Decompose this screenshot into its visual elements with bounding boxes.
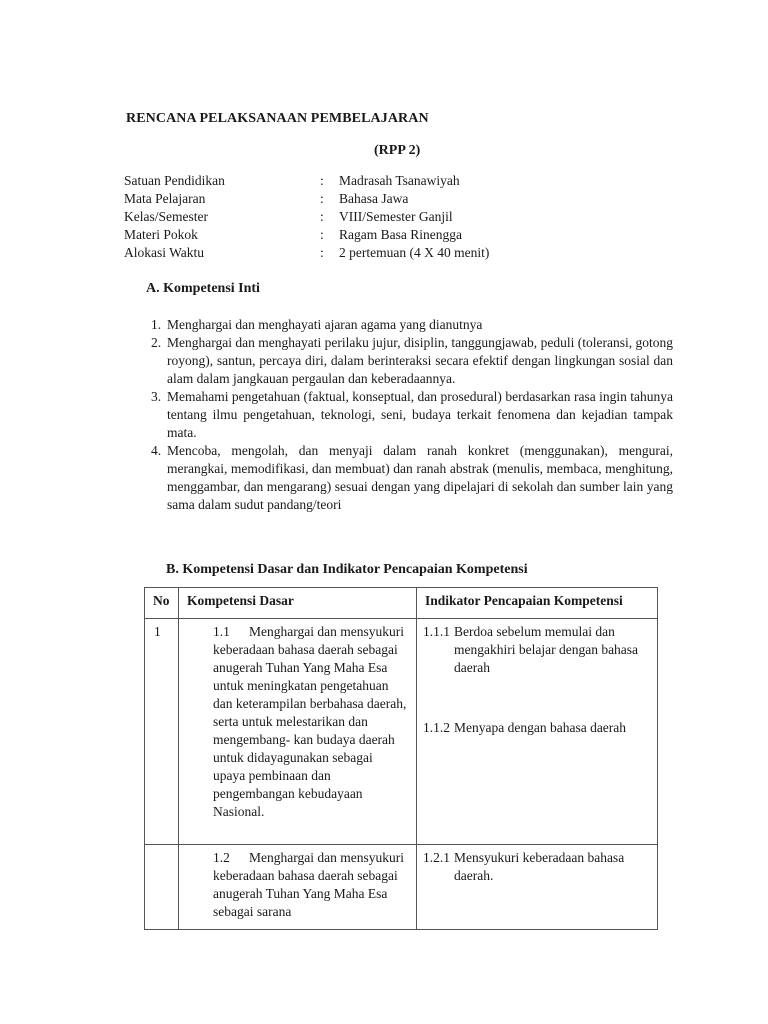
- list-item: [151, 442, 673, 514]
- info-colon: :: [320, 191, 324, 206]
- indicator-number: 1.1.2: [423, 720, 450, 735]
- column-header-indikator: Indikator Pencapaian Kompetensi: [417, 588, 658, 619]
- list-item-text: Menghargai dan menghayati ajaran agama yang dianutnya: [167, 317, 483, 332]
- info-value: Madrasah Tsanawiyah: [339, 173, 460, 188]
- info-value: Ragam Basa Rinengga: [339, 227, 462, 242]
- list-item-number: 4.: [151, 443, 162, 458]
- kd-number: 1.2: [213, 850, 230, 865]
- info-label: Materi Pokok: [124, 227, 198, 242]
- list-item-number: 2.: [151, 335, 162, 350]
- info-row-mapel: [124, 190, 489, 208]
- indicator-text: Berdoa sebelum memulai dan mengakhiri belajar dengan bahasa daerah: [454, 624, 639, 675]
- competency-table: [144, 587, 658, 930]
- kompetensi-dasar-cell: [179, 619, 417, 845]
- info-colon: :: [320, 245, 324, 260]
- indicator-number: 1.1.1: [423, 624, 450, 639]
- info-label: Alokasi Waktu: [124, 245, 205, 260]
- list-item-text: Menghargai dan menghayati perilaku jujur, disiplin, tanggungjawab, peduli (toleransi, gotong royong), santun, percaya diri, dalam berinteraksi secara efektif dengan lingkungan sosial dan alam dalam jangkauan pergaulan dan keberadaannya.: [167, 335, 673, 386]
- info-row-satuan: [124, 172, 489, 190]
- info-row-materi: [124, 226, 489, 244]
- indikator-cell: [417, 845, 658, 930]
- table-row: [145, 845, 658, 930]
- column-header-no: No: [145, 588, 179, 619]
- list-item-number: 3.: [151, 389, 162, 404]
- list-item: [151, 334, 673, 388]
- section-a-heading: A. Kompetensi Inti: [146, 281, 260, 296]
- table-header-row: [145, 588, 658, 619]
- info-value: 2 pertemuan (4 X 40 menit): [339, 245, 490, 260]
- info-value: Bahasa Jawa: [339, 191, 409, 206]
- kompetensi-inti-list: [151, 316, 673, 514]
- info-row-alokasi: [124, 244, 489, 262]
- list-item: [151, 388, 673, 442]
- info-row-kelas: [124, 208, 489, 226]
- identity-block: [124, 172, 489, 262]
- list-item: [151, 316, 673, 334]
- indicator-text: Menyapa dengan bahasa daerah: [454, 720, 627, 735]
- list-item-text: Memahami pengetahuan (faktual, konseptual, dan prosedural) berdasarkan rasa ingin tahunya tentang ilmu pengetahuan, teknologi, seni, budaya terkait fenomena dan kejadian tampak mata.: [167, 389, 673, 440]
- info-colon: :: [320, 173, 324, 188]
- kd-text: Menghargai dan mensyukuri keberadaan bahasa daerah sebagai anugerah Tuhan Yang Maha Esa sebagai sarana: [213, 850, 404, 919]
- row-number: 1: [145, 619, 179, 845]
- indicator-item: [417, 845, 657, 885]
- kd-paragraph: [179, 845, 416, 929]
- indicator-item: [417, 619, 657, 677]
- column-header-kompetensi-dasar: Kompetensi Dasar: [179, 588, 417, 619]
- kompetensi-dasar-cell: [179, 845, 417, 930]
- info-label: Satuan Pendidikan: [124, 173, 225, 188]
- kd-text: Menghargai dan mensyukuri keberadaan bahasa daerah sebagai anugerah Tuhan Yang Maha Esa untuk meningkatan pengetahuan dan keterampilan berbahasa daerah, serta untuk melestarikan dan mengembang- kan budaya daerah untuk didayagunakan sebagai upaya pembinaan dan pengembangan kebudayaan Nasional.: [213, 624, 407, 819]
- info-value: VIII/Semester Ganjil: [339, 209, 453, 224]
- kd-paragraph: [179, 619, 416, 829]
- info-colon: :: [320, 227, 324, 242]
- indicator-text: Mensyukuri keberadaan bahasa daerah.: [454, 850, 625, 883]
- document-title: RENCANA PELAKSANAAN PEMBELAJARAN: [126, 111, 429, 126]
- section-b-heading: B. Kompetensi Dasar dan Indikator Pencapaian Kompetensi: [166, 562, 528, 577]
- document-subtitle: (RPP 2): [374, 143, 421, 158]
- info-label: Mata Pelajaran: [124, 191, 206, 206]
- list-item-number: 1.: [151, 317, 162, 332]
- table-row: [145, 619, 658, 845]
- indicator-item: [417, 677, 657, 737]
- kd-number: 1.1: [213, 624, 230, 639]
- info-colon: :: [320, 209, 324, 224]
- indicator-number: 1.2.1: [423, 850, 450, 865]
- indikator-cell: [417, 619, 658, 845]
- info-label: Kelas/Semester: [124, 209, 208, 224]
- row-number: [145, 845, 179, 930]
- list-item-text: Mencoba, mengolah, dan menyaji dalam ranah konkret (menggunakan), mengurai, merangkai, memodifikasi, dan membuat) dan ranah abstrak (menulis, membaca, menghitung, menggambar, dan mengarang) sesuai dengan yang dipelajari di sekolah dan sumber lain yang sama dalam sudut pandang/teori: [167, 443, 673, 512]
